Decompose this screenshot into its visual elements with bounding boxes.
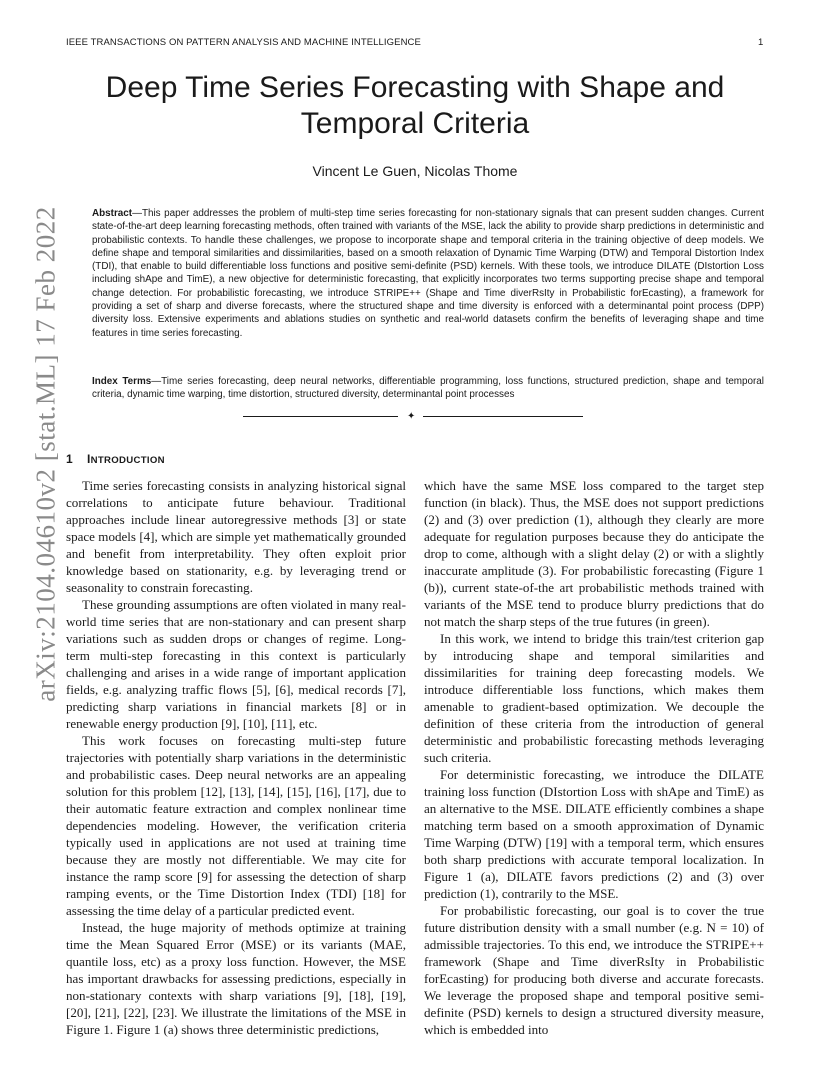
abstract-text: —This paper addresses the problem of multi-step time series forecasting for non-stationary signals that can present sudden changes. Current state-of-the-art deep learning forecasting methods, often trained with variants of the MSE, lack the ability to provide sharp predictions in deterministic and probabilistic contexts. To handle these challenges, we propose to incorporate shape and temporal criteria in the training objective of deep models. We define shape and temporal similarities and dissimilarities, based on a smooth relaxation of Dynamic Time Warping (DTW) and Temporal Distortion Index (TDI), that enable to build differentiable loss functions and positive semi-definite (PSD) kernels. With these tools, we introduce DILATE (DIstortion Loss including shApe and TimE), a new objective for deterministic forecasting, that explicitly incorporates two terms supporting precise shape and temporal change detection. For probabilistic forecasting, we introduce STRIPE++ (Shape and Time diverRsIty in Probabilistic forEcasting), a framework for providing a set of sharp and diverse forecasts, where the structured shape and time diversity is enforced with a determinantal point process (DPP) diversity loss. Extensive experiments and ablations studies on synthetic and real-world datasets confirm the benefits of leveraging shape and time features in time series forecasting. xyxy=(92,208,764,339)
paragraph: This work focuses on forecasting multi-step future trajectories with potentially sharp variations in the deterministic and probabilistic cases. Deep neural networks are an appealing solution for this problem [12], [13], [14], [15], [16], [17], due to their automatic feature extraction and complex nonlinear time dependencies modeling. However, the verification criteria typically used in applications are not used at training time because they are mostly not differentiable. We may cite for instance the ramp score [9] for assessing the detection of sharp ramping events, or the Time Distortion Index (TDI) [18] for assessing the time delay of a particular predicted event. xyxy=(66,733,406,918)
left-column xyxy=(66,477,406,1038)
arxiv-identifier-stamp[interactable]: arXiv:2104.04610v2 [stat.ML] 17 Feb 2022 xyxy=(30,206,61,702)
abstract xyxy=(92,207,764,340)
paragraph: Instead, the huge majority of methods optimize at training time the Mean Squared Error (MSE) or its variants (MAE, quantile loss, etc) as a proxy loss function. However, the MSE has important drawbacks for assessing predictions, especially in non-stationary contexts with sharp variations [9], [18], [19], [20], [21], [22], [23]. We illustrate the limitations of the MSE in Figure 1. Figure 1 (a) shows three deterministic predictions, xyxy=(66,920,406,1037)
section-number: 1 xyxy=(66,452,73,466)
running-header: IEEE TRANSACTIONS ON PATTERN ANALYSIS AND MACHINE INTELLIGENCE xyxy=(66,37,421,48)
section-title-initial: I xyxy=(86,452,91,466)
paragraph: These grounding assumptions are often violated in many real-world time series that are non-stationary and can present sharp variations such as sudden drops or changes of regime. Long-term multi-step forecasting in this context is particularly challenging and arises in a wide range of important application fields, e.g. analyzing traffic flows [5], [6], medical records [7], predicting sharp variations in financial markets [8] or in renewable energy production [9], [10], [11], etc. xyxy=(66,597,406,731)
paragraph: Time series forecasting consists in analyzing historical signal correlations to anticipate future behaviour. Traditional approaches include linear autoregressive methods [3] or state space models [4], which are simple yet mathematically grounded and benefit from interpretability. They often exploit prior knowledge based on stationarity, e.g. by leveraging trend or seasonality to constrain forecasting. xyxy=(66,478,406,595)
paragraph: For probabilistic forecasting, our goal is to cover the true future distribution density with a small number (e.g. N = 10) of admissible trajectories. To this end, we introduce the STRIPE++ framework (Shape and Time diverRsIty in Probabilistic forEcasting) for producing both diverse and accurate forecasts. We leverage the proposed shape and temporal positive semi-definite (PSD) kernels to design a structured diversity measure, which is embedded into xyxy=(424,903,764,1037)
index-terms xyxy=(92,375,764,402)
diamond-icon: ✦ xyxy=(407,411,416,422)
author-list: Vincent Le Guen, Nicolas Thome xyxy=(312,163,518,179)
right-column xyxy=(424,477,764,1038)
divider-line-left xyxy=(243,416,398,417)
paragraph: which have the same MSE loss compared to the target step function (in black). Thus, the MSE does not support predictions (2) and (3) over prediction (1), although they clearly are more adequate for regulation purposes because they do anticipate the drop to come, although with a slight delay (2) or with a slightly inaccurate amplitude (3). For probabilistic forecasting (Figure 1 (b)), current state-of-the art probabilistic methods trained with variants of the MSE tend to produce blurry predictions that do not match the sharp steps of the true futures (in green). xyxy=(424,478,764,629)
section-heading-introduction xyxy=(66,452,165,466)
index-terms-text: —Time series forecasting, deep neural networks, differentiable programming, loss functions, structured prediction, shape and temporal criteria, dynamic time warping, time distortion, structured diversity, determinantal point processes xyxy=(92,376,764,401)
paper-title-line-1: Deep Time Series Forecasting with Shape and xyxy=(105,71,725,104)
abstract-label: Abstract xyxy=(92,208,133,219)
section-title-rest: NTRODUCTION xyxy=(90,455,165,466)
paper-title-line-2: Temporal Criteria xyxy=(300,107,530,140)
paragraph: For deterministic forecasting, we introduce the DILATE training loss function (DIstortion Loss with shApe and TimE) as an alternative to the MSE. DILATE efficiently combines a shape matching term based on a smooth approximation of Dynamic Time Warping (DTW) [19] with a temporal term, which ensures both sharp predictions with accurate temporal localization. In Figure 1 (a), DILATE favors predictions (2) and (3) over prediction (1), contrarily to the MSE. xyxy=(424,767,764,901)
paragraph: In this work, we intend to bridge this train/test criterion gap by introducing shape and temporal similarities and dissimilarities for training deep forecasting models. We introduce differentiable loss functions, which makes them amenable to gradient-based optimization. We decouple the definition of these criteria from the introduction of general deterministic and probabilistic forecasting methods leveraging such criteria. xyxy=(424,631,764,765)
section-divider xyxy=(243,412,585,422)
index-terms-label: Index Terms xyxy=(92,376,152,387)
divider-line-right xyxy=(423,416,583,417)
paper-title xyxy=(66,70,764,142)
page-number: 1 xyxy=(758,37,764,48)
